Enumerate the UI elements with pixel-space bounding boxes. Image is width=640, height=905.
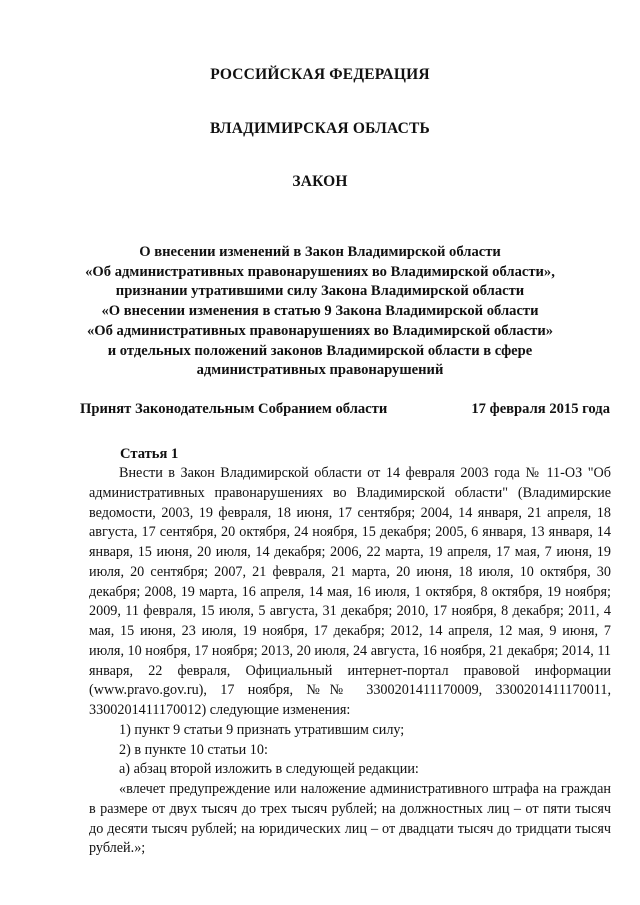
article-item: 2) в пункте 10 статьи 10: [119,741,268,758]
law-title-line: «Об административных правонарушениях во Владимирской области» [86,322,554,339]
law-title-line: и отдельных положений законов Владимирской области в сфере [107,342,533,359]
article-body [89,464,611,859]
adoption-line [80,401,610,418]
law-title [40,243,600,381]
article-item: 1) пункт 9 статьи 9 признать утратившим силу; [119,721,405,738]
document-type-heading: ЗАКОН [292,173,348,190]
adoption-date: 17 февраля 2015 года [471,401,610,417]
article-heading: Статья 1 [120,446,179,462]
law-title-line: признании утратившими силу Закона Владимирской области [115,283,525,300]
law-title-line: административных правонарушений [196,362,444,379]
adopted-by: Принят Законодательным Собранием области [80,401,388,417]
article-item: а) абзац второй изложить в следующей редакции: [119,761,419,778]
law-title-line: «О внесении изменения в статью 9 Закона Владимирской области [101,303,539,320]
article-intro-paragraph: Внести в Закон Владимирской области от 14 февраля 2003 года № 11-ОЗ "Об административных правонарушениях во Владимирской области" (Владимирские ведомости, 2003, 19 февраля, 18 июня, 17 сентября; 2004, 14 января, 21 апреля, 18 августа, 17 сентября, 20 октября, 24 ноября, 15 декабря; 2005, 6 января, 13 января, 14 января, 15 июня, 20 июля, 14 декабря; 2006, 22 марта, 19 апреля, 17 мая, 7 июня, 19 июля, 20 сентября; 2007, 21 февраля, 21 марта, 20 июня, 18 июля, 10 октября, 30 декабря; 2008, 19 марта, 16 апреля, 14 мая, 16 июля, 1 октября, 8 октября, 19 ноября; 2009, 11 февраля, 15 июля, 5 августа, 31 декабря; 2010, 17 ноября, 8 декабря; 2011, 4 мая, 15 июня, 23 июля, 19 ноября, 17 декабря; 2012, 14 апреля, 12 мая, 9 июня, 7 июля, 10 ноября, 17 ноября; 2013, 20 июля, 24 августа, 16 ноября, 21 декабря; 2014, 11 января, 22 февраля, Официальный интернет-портал правовой информации (www.pravo.gov.ru), 17 ноября, №№ 3300201411170009, 3300201411170011, 3300201411170012) следующие изменения: [89,465,611,718]
article-quote: «влечет предупреждение или наложение административного штрафа на граждан в размере от двух тысяч до трех тысяч рублей; на должностных лиц – от пяти тысяч до десяти тысяч рублей; на юридических лиц – от двадцати тысяч до тридцати тысяч рублей.»; [89,781,611,857]
law-title-line: «Об административных правонарушениях во Владимирской области», [85,263,555,280]
federation-heading: РОССИЙСКАЯ ФЕДЕРАЦИЯ [210,66,430,83]
law-title-line: О внесении изменений в Закон Владимирской области [139,244,501,260]
region-heading: ВЛАДИМИРСКАЯ ОБЛАСТЬ [210,120,430,137]
